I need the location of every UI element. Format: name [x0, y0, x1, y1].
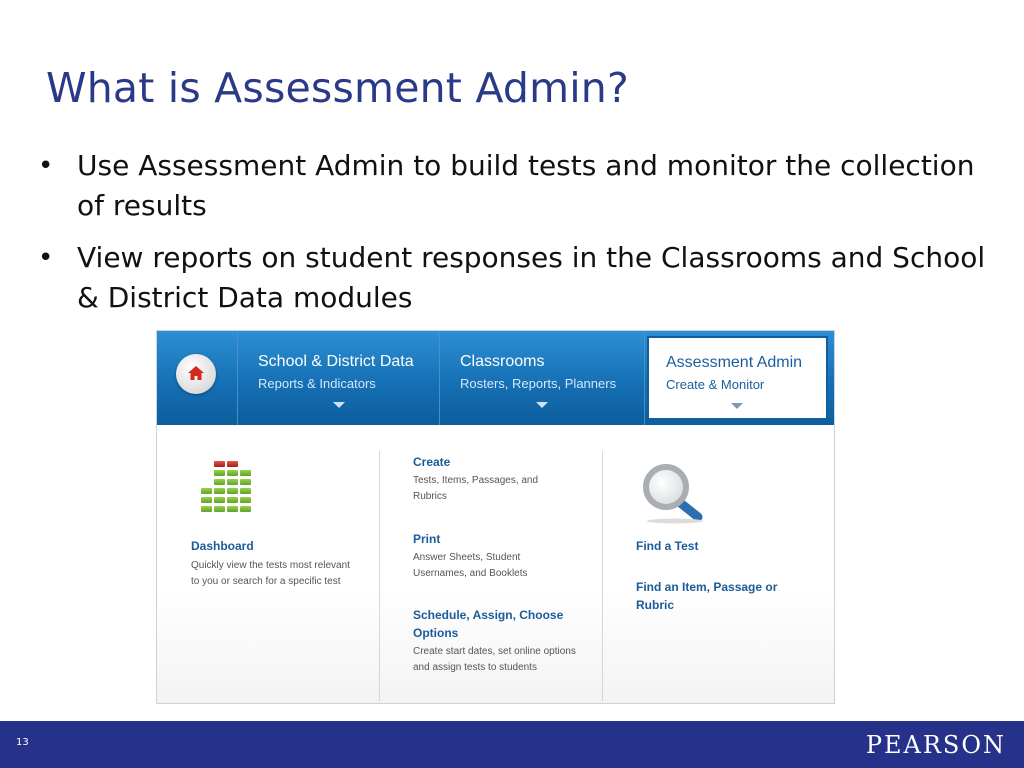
bullet-dot: •: [38, 151, 54, 181]
home-button[interactable]: [176, 354, 216, 394]
bullet-text: View reports on student responses in the Classrooms and School & District Data modules: [77, 241, 986, 314]
home-icon: [187, 364, 205, 382]
dashboard-link[interactable]: Dashboard: [191, 539, 254, 553]
bullet-list: [36, 146, 996, 330]
bullet-item: [36, 238, 996, 318]
assessment-admin-menu: [157, 425, 834, 703]
bullet-text: Use Assessment Admin to build tests and monitor the collection of results: [77, 149, 975, 222]
dashboard-grid-icon[interactable]: [197, 461, 257, 525]
find-item-passage-rubric-link[interactable]: Find an Item, Passage or Rubric: [636, 580, 778, 612]
divider: [379, 451, 380, 701]
nav-tab-subtitle: Reports & Indicators: [258, 376, 376, 391]
chevron-down-icon: [536, 402, 548, 408]
home-cell: [157, 331, 238, 425]
print-description: Answer Sheets, Student Usernames, and Booklets: [413, 552, 528, 579]
app-screenshot: [156, 330, 835, 704]
schedule-link[interactable]: Schedule, Assign, Choose Options: [413, 608, 564, 640]
bullet-dot: •: [38, 243, 54, 273]
nav-tab-classrooms[interactable]: [440, 331, 645, 425]
find-a-test-link[interactable]: Find a Test: [636, 539, 699, 553]
slide-footer: [0, 721, 1024, 768]
nav-tab-title: School & District Data: [258, 353, 414, 370]
slide-title: What is Assessment Admin?: [46, 64, 629, 112]
nav-tab-subtitle: Create & Monitor: [666, 377, 765, 392]
top-nav-bar: [157, 331, 834, 425]
dashboard-description: Quickly view the tests most relevant to you or search for a specific test: [191, 560, 350, 587]
nav-tab-assessment-admin[interactable]: [647, 336, 828, 420]
divider: [602, 451, 603, 701]
schedule-description: Create start dates, set online options and assign tests to students: [413, 646, 576, 673]
chevron-down-icon: [731, 403, 743, 409]
bullet-item: [36, 146, 996, 226]
chevron-down-icon: [333, 402, 345, 408]
nav-tab-school-district-data[interactable]: [238, 331, 440, 425]
pearson-logo: PEARSON: [865, 731, 1006, 759]
create-link[interactable]: Create: [413, 455, 451, 469]
nav-tab-title: Classrooms: [460, 353, 545, 370]
magnifier-icon[interactable]: [640, 463, 710, 525]
page-number: 13: [16, 737, 29, 748]
nav-tab-subtitle: Rosters, Reports, Planners: [460, 376, 617, 391]
create-description: Tests, Items, Passages, and Rubrics: [413, 475, 539, 502]
print-link[interactable]: Print: [413, 532, 441, 546]
nav-tab-title: Assessment Admin: [666, 354, 803, 371]
